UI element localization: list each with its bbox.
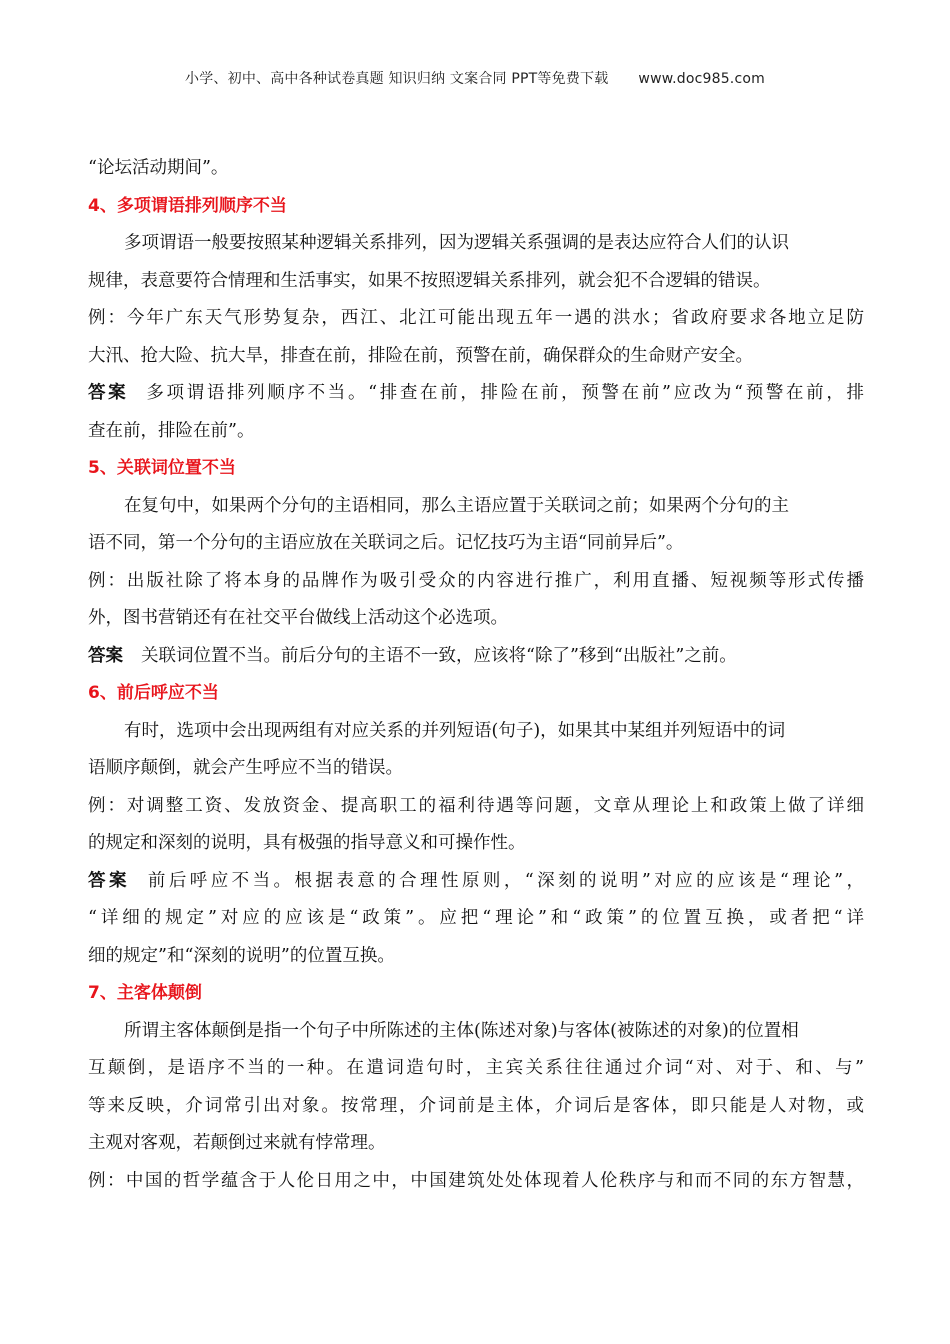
answer-line (88, 375, 864, 413)
answer-text: 前后呼应不当。根据表意的合理性原则，“深刻的说明”对应的应该是“理论”， (147, 870, 864, 891)
section-heading: 4、多项谓语排列顺序不当 (88, 195, 287, 216)
paragraph-line: 在复句中，如果两个分句的主语相同，那么主语应置于关联词之前；如果两个分句的主 (124, 495, 789, 516)
text-line: 语顺序颠倒，就会产生呼应不当的错误。 (88, 758, 403, 778)
text-line: “详细的规定”对应的应该是“政策”。应把“理论”和“政策”的位置互换，或者把“详 (88, 908, 864, 928)
paragraph-line: 多项谓语一般要按照某种逻辑关系排列，因为逻辑关系强调的是表达应符合人们的认识 (124, 233, 789, 253)
text-line: 例：对调整工资、发放资金、提高职工的福利待遇等问题，文章从理论上和政策上做了详细 (88, 795, 864, 816)
text-line: 外，图书营销还有在社交平台做线上活动这个必选项。 (88, 608, 508, 628)
text-line: 的规定和深刻的说明，具有极强的指导意义和可操作性。 (88, 833, 526, 853)
answer-text: 多项谓语排列顺序不当。“排查在前，排险在前，预警在前”应改为“预警在前，排 (146, 383, 864, 403)
header-site-link[interactable]: www.doc985.com (638, 71, 765, 87)
answer-label: 答案 (88, 383, 129, 403)
answer-label: 答案 (88, 645, 123, 666)
text-line: “论坛活动期间”。 (88, 158, 229, 178)
text-line: 例：今年广东天气形势复杂，西江、北江可能出现五年一遇的洪水；省政府要求各地立足防 (88, 308, 864, 328)
text-line: 例：中国的哲学蕴含于人伦日用之中，中国建筑处处体现着人伦秩序与和而不同的东方智慧， (88, 1170, 864, 1191)
document-body (88, 150, 864, 1200)
text-line: 主观对客观，若颠倒过来就有悖常理。 (88, 1133, 386, 1153)
paragraph-line: 有时，选项中会出现两组有对应关系的并列短语(句子)，如果其中某组并列短语中的词 (124, 720, 786, 741)
answer-text: 关联词位置不当。前后分句的主语不一致，应该将“除了”移到“出版社”之前。 (141, 645, 737, 666)
section-heading: 7、主客体颠倒 (88, 983, 202, 1003)
text-line: 规律，表意要符合情理和生活事实，如果不按照逻辑关系排列，就会犯不合逻辑的错误。 (88, 270, 771, 291)
paragraph-line: 所谓主客体颠倒是指一个句子中所陈述的主体(陈述对象)与客体(被陈述的对象)的位置相 (124, 1020, 799, 1041)
header-text: 小学、初中、高中各种试卷真题 知识归纳 文案合同 PPT等免费下载 (185, 71, 609, 87)
answer-line (88, 638, 864, 676)
page-header (0, 68, 950, 88)
section-heading: 5、关联词位置不当 (88, 458, 236, 478)
answer-label: 答案 (88, 870, 130, 891)
text-line: 查在前，排险在前”。 (88, 420, 255, 441)
answer-line (88, 863, 864, 901)
text-line: 例：出版社除了将本身的品牌作为吸引受众的内容进行推广，利用直播、短视频等形式传播 (88, 570, 864, 591)
section-heading: 6、前后呼应不当 (88, 683, 219, 703)
text-line: 互颠倒，是语序不当的一种。在遣词造句时，主宾关系往往通过介词“对、对于、和、与” (88, 1058, 864, 1078)
text-line: 语不同，第一个分句的主语应放在关联词之后。记忆技巧为主语“同前异后”。 (88, 533, 684, 553)
text-line: 等来反映，介词常引出对象。按常理，介词前是主体，介词后是客体，即只能是人对物，或 (88, 1095, 864, 1116)
text-line: 大汛、抢大险、抗大旱，排查在前，排险在前，预警在前，确保群众的生命财产安全。 (88, 345, 753, 366)
text-line: 细的规定”和“深刻的说明”的位置互换。 (88, 945, 395, 966)
